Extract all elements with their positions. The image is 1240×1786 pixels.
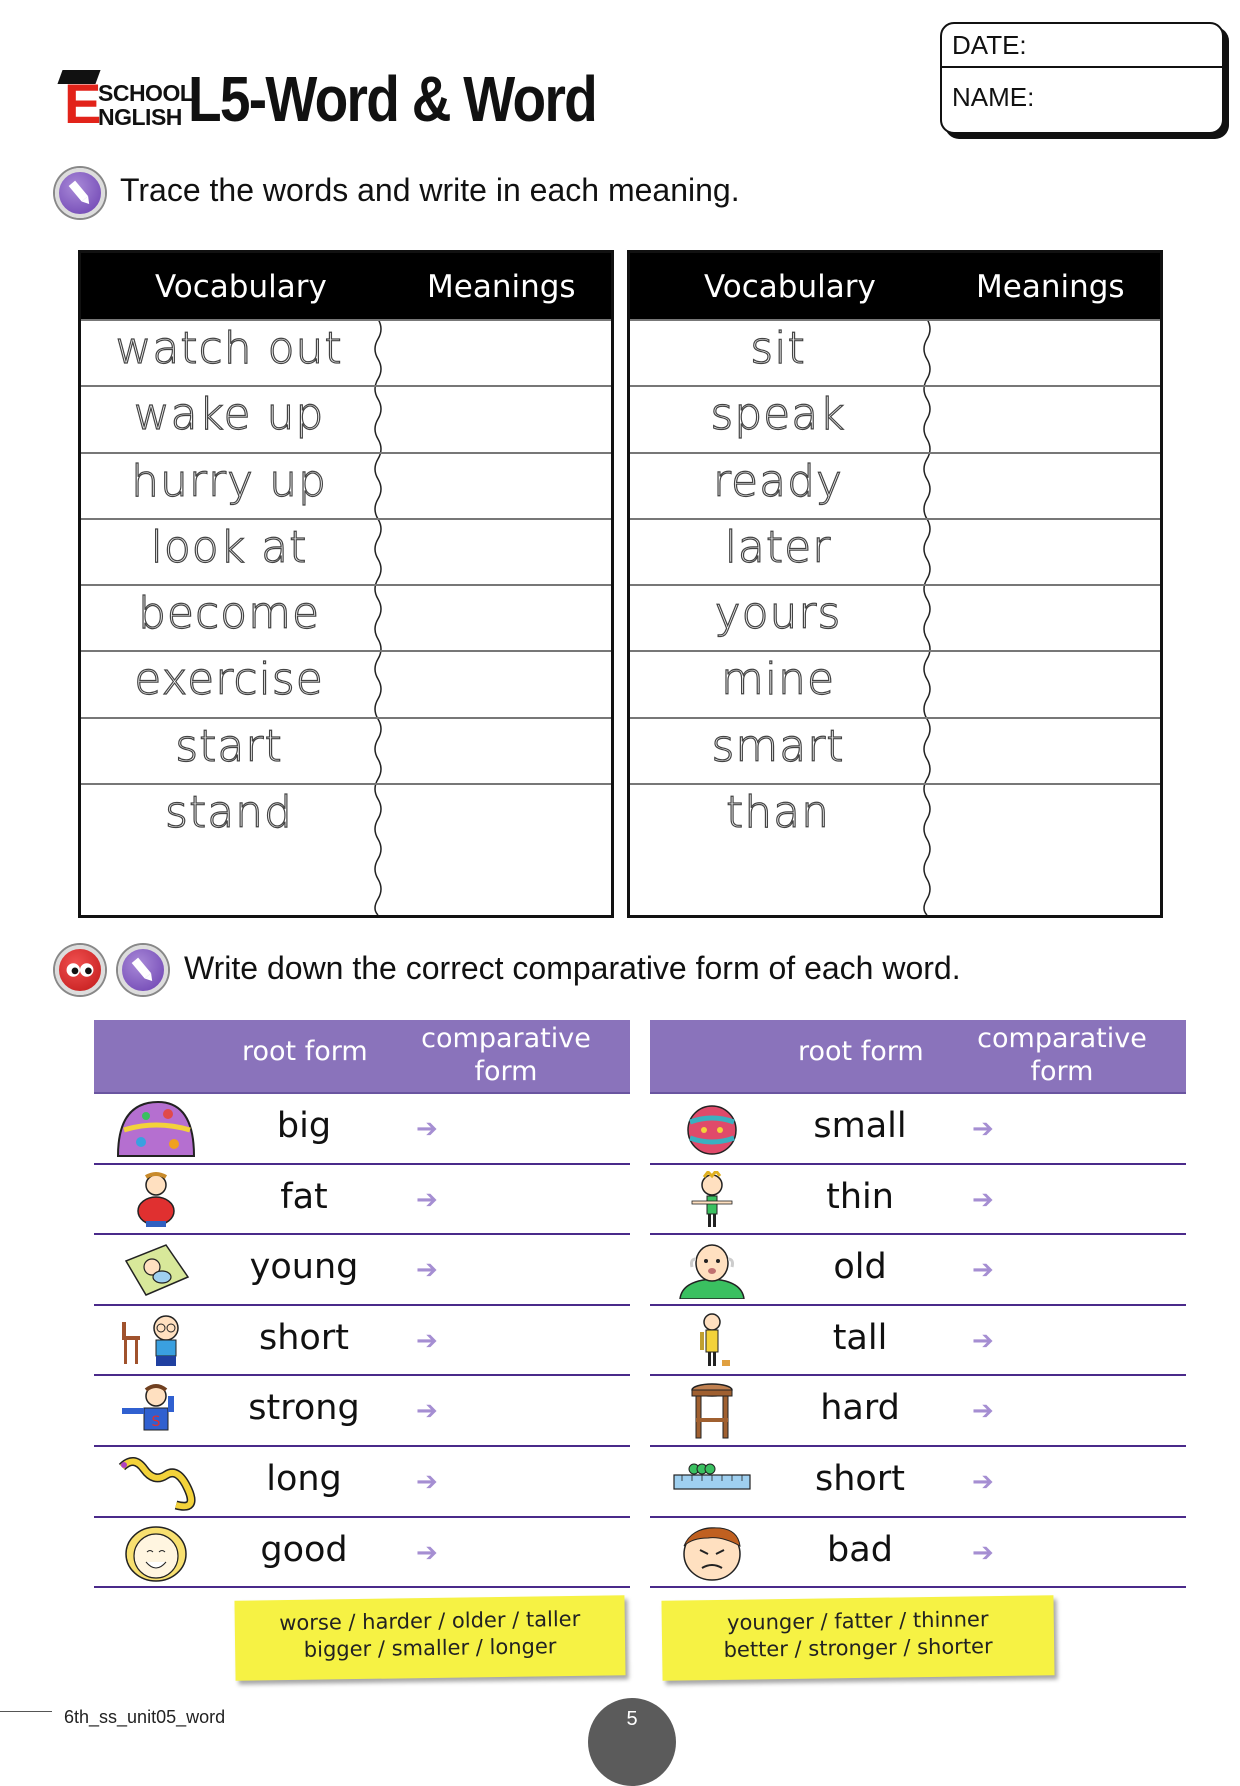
vocab-row <box>81 717 611 783</box>
vocab-row <box>630 319 1160 385</box>
trace-word: yours <box>714 588 842 640</box>
vocab-row <box>630 650 1160 716</box>
instruction-comparative: Write down the correct comparative form of each word. <box>184 950 961 986</box>
root-word: long <box>266 1458 342 1499</box>
smiling-face-icon <box>116 1524 196 1582</box>
comparative-row <box>650 1447 1186 1518</box>
trace-word: start <box>175 720 283 772</box>
word-bank-note-right <box>661 1595 1054 1680</box>
trace-word: exercise <box>134 654 324 706</box>
eyes-icon <box>55 945 105 995</box>
vocab-table-header <box>81 253 611 319</box>
trace-word: stand <box>165 787 293 839</box>
logo-text-school: SCHOOL <box>98 80 194 106</box>
trace-word: mine <box>720 654 836 706</box>
word-bank-line: worse / harder / older / taller <box>279 1606 581 1636</box>
header-comparative-line1: comparative <box>977 1023 1147 1054</box>
comparative-row <box>650 1306 1186 1377</box>
trace-word: speak <box>710 389 846 441</box>
arrow-icon: ➔ <box>416 1114 438 1144</box>
comparative-row <box>650 1165 1186 1236</box>
small-ball-icon <box>672 1100 752 1158</box>
comparative-row <box>650 1376 1186 1447</box>
comparative-row <box>94 1447 630 1518</box>
snake-icon <box>116 1453 196 1511</box>
vocab-row <box>630 783 1160 849</box>
page-title: L5-Word & Word <box>188 63 597 135</box>
trace-word: look at <box>150 521 308 573</box>
root-word: bad <box>827 1529 893 1570</box>
vocab-row <box>81 452 611 518</box>
header-comparative-form <box>406 1022 606 1088</box>
header-meanings: Meanings <box>976 269 1125 305</box>
root-word: fat <box>280 1176 328 1217</box>
vocab-row <box>630 518 1160 584</box>
root-word: tall <box>832 1317 888 1358</box>
root-word: small <box>813 1106 907 1146</box>
ruler-caterpillar-icon <box>672 1453 752 1511</box>
trace-word: watch out <box>115 323 343 374</box>
trace-word: later <box>724 521 832 573</box>
comparative-table-left <box>94 1020 630 1588</box>
arrow-icon: ➔ <box>972 1396 994 1427</box>
trace-word: sit <box>750 323 806 374</box>
pencil-icon <box>118 945 168 995</box>
logo-text-english: NGLISH <box>98 104 182 130</box>
header-root-form: root form <box>798 1036 924 1067</box>
vocab-row <box>81 518 611 584</box>
comparative-table-header <box>650 1020 1186 1094</box>
root-word: old <box>833 1247 887 1288</box>
arrow-icon: ➔ <box>972 1466 994 1497</box>
date-label: DATE: <box>952 30 1027 60</box>
angry-face-icon <box>672 1524 752 1582</box>
vocab-row <box>81 783 611 849</box>
trace-word: smart <box>711 720 845 772</box>
vocab-table-header <box>630 253 1160 319</box>
comparative-row <box>94 1306 630 1377</box>
comparative-row <box>94 1094 630 1165</box>
baby-icon <box>116 1241 196 1299</box>
root-word: young <box>249 1247 359 1288</box>
trace-word: wake up <box>133 389 325 441</box>
root-word: short <box>259 1317 349 1358</box>
vocab-table-right <box>627 250 1163 918</box>
strong-superhero-icon <box>116 1382 196 1440</box>
name-label: NAME: <box>952 82 1035 112</box>
page-number: 5 <box>588 1698 676 1786</box>
date-name-box <box>940 22 1224 134</box>
vocab-row <box>81 584 611 650</box>
vocab-row <box>81 650 611 716</box>
comparative-row <box>650 1094 1186 1165</box>
comparative-row <box>650 1235 1186 1306</box>
arrow-icon: ➔ <box>416 1325 438 1356</box>
vocab-row <box>81 385 611 451</box>
root-word: hard <box>820 1388 900 1429</box>
old-man-icon <box>672 1241 752 1299</box>
comparative-row <box>94 1376 630 1447</box>
footer-line <box>0 1711 52 1712</box>
arrow-icon: ➔ <box>972 1184 994 1215</box>
root-word: short <box>815 1458 905 1499</box>
short-boy-icon <box>116 1312 196 1370</box>
header-root-form: root form <box>242 1036 368 1067</box>
comparative-row <box>94 1518 630 1589</box>
stool-icon <box>672 1382 752 1440</box>
comparative-row <box>94 1235 630 1306</box>
divider <box>942 66 1222 68</box>
comparative-table-header <box>94 1020 630 1094</box>
vocab-row <box>630 452 1160 518</box>
header-vocabulary: Vocabulary <box>155 269 327 305</box>
header-comparative-line1: comparative <box>421 1023 591 1054</box>
word-bank-line: younger / fatter / thinner <box>726 1607 989 1635</box>
logo-letter: E <box>64 72 102 135</box>
arrow-icon: ➔ <box>972 1114 994 1144</box>
trace-word: ready <box>712 455 844 507</box>
vocab-row <box>81 319 611 385</box>
vocab-table-left <box>78 250 614 918</box>
header-vocabulary: Vocabulary <box>704 269 876 305</box>
vocab-row <box>630 717 1160 783</box>
instruction-trace: Trace the words and write in each meaning. <box>120 172 740 208</box>
trace-word: than <box>726 787 830 839</box>
arrow-icon: ➔ <box>416 1466 438 1497</box>
header-comparative-form <box>962 1022 1162 1088</box>
vocab-row <box>630 584 1160 650</box>
vocab-row <box>630 385 1160 451</box>
arrow-icon: ➔ <box>416 1396 438 1427</box>
arrow-icon: ➔ <box>972 1255 994 1286</box>
root-word: strong <box>248 1388 360 1429</box>
word-bank-note-left <box>234 1595 625 1680</box>
arrow-icon: ➔ <box>972 1537 994 1568</box>
footer-file-label: 6th_ss_unit05_word <box>64 1707 226 1727</box>
root-word: thin <box>826 1176 894 1217</box>
big-ball-icon <box>116 1100 196 1158</box>
svg-text:S: S <box>151 1414 161 1431</box>
word-bank-line: bigger / smaller / longer <box>303 1634 557 1662</box>
comparative-row <box>650 1518 1186 1589</box>
trace-word: become <box>137 588 321 640</box>
arrow-icon: ➔ <box>972 1325 994 1356</box>
header-meanings: Meanings <box>427 269 576 305</box>
arrow-icon: ➔ <box>416 1184 438 1215</box>
fat-person-icon <box>116 1171 196 1229</box>
root-word: good <box>260 1529 348 1570</box>
comparative-row <box>94 1165 630 1236</box>
header-comparative-line2: form <box>1030 1056 1094 1087</box>
arrow-icon: ➔ <box>416 1255 438 1286</box>
header-comparative-line2: form <box>474 1056 538 1087</box>
tall-person-icon <box>672 1312 752 1370</box>
pencil-icon <box>55 168 105 218</box>
trace-word: hurry up <box>131 455 327 507</box>
comparative-table-right <box>650 1020 1186 1588</box>
root-word: big <box>276 1106 332 1146</box>
school-english-logo <box>58 70 194 135</box>
thin-person-icon <box>672 1171 752 1229</box>
word-bank-line: better / stronger / shorter <box>723 1634 993 1662</box>
arrow-icon: ➔ <box>416 1537 438 1568</box>
